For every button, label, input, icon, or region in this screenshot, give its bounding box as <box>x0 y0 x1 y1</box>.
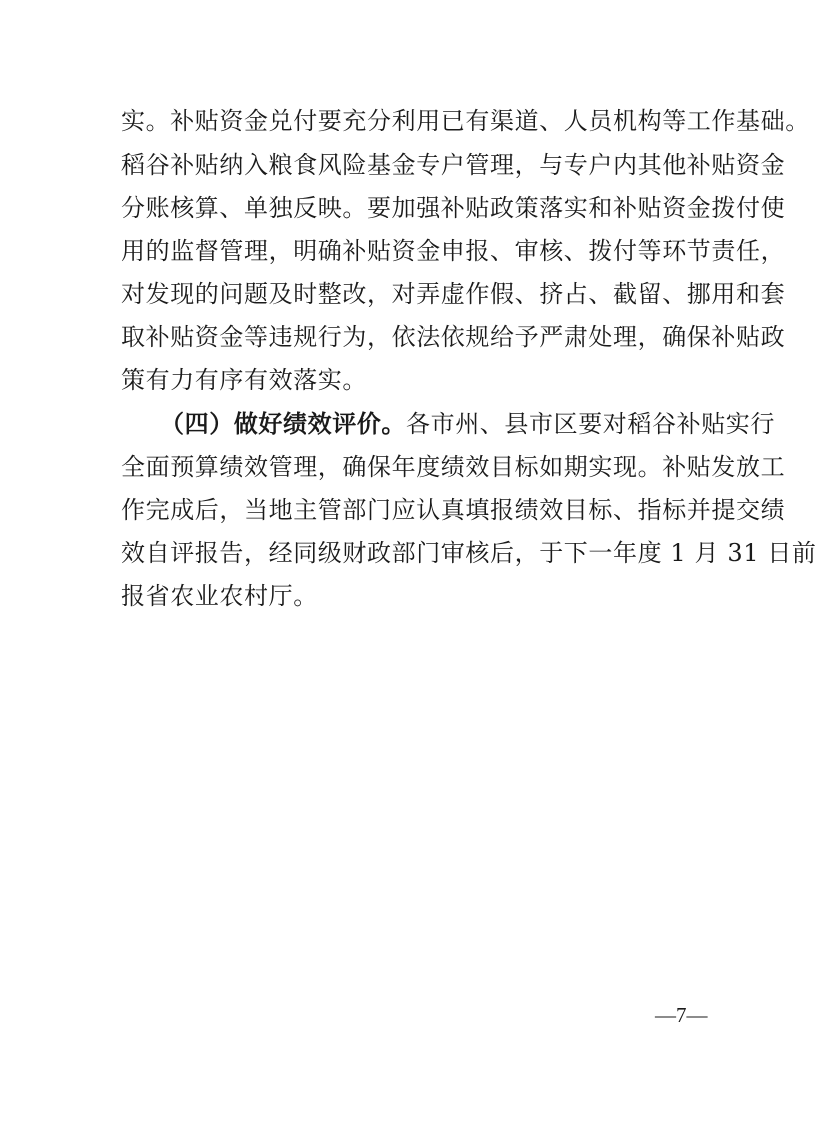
paragraph-line: 效自评报告，经同级财政部门审核后，于下一年度 1 月 31 日前 <box>121 539 817 567</box>
paragraph-line: 全面预算绩效管理，确保年度绩效目标如期实现。补贴发放工 <box>121 453 786 481</box>
paragraph-line: 策有力有序有效落实。 <box>121 366 367 394</box>
page-number: —7— <box>655 1003 708 1027</box>
paragraph-line: 分账核算、单独反映。要加强补贴政策落实和补贴资金拨付使 <box>121 194 786 222</box>
paragraph-line: 对发现的问题及时整改，对弄虚作假、挤占、截留、挪用和套 <box>121 280 786 308</box>
paragraph-line: 取补贴资金等违规行为，依法依规给予严肃处理，确保补贴政 <box>121 323 786 351</box>
paragraph-line: 用的监督管理，明确补贴资金申报、审核、拨付等环节责任， <box>121 237 786 265</box>
paragraph-line: 实。补贴资金兑付要充分利用已有渠道、人员机构等工作基础。 <box>121 107 810 135</box>
section-heading: （四）做好绩效评价。 <box>160 409 406 438</box>
paragraph-line: 作完成后，当地主管部门应认真填报绩效目标、指标并提交绩 <box>121 496 786 524</box>
section-first-line <box>160 404 775 444</box>
section-text: 各市州、县市区要对稻谷补贴实行 <box>406 410 775 438</box>
paragraph-line: 稻谷补贴纳入粮食风险基金专户管理，与专户内其他补贴资金 <box>121 151 786 179</box>
paragraph-line: 报省农业农村厅。 <box>121 582 318 610</box>
